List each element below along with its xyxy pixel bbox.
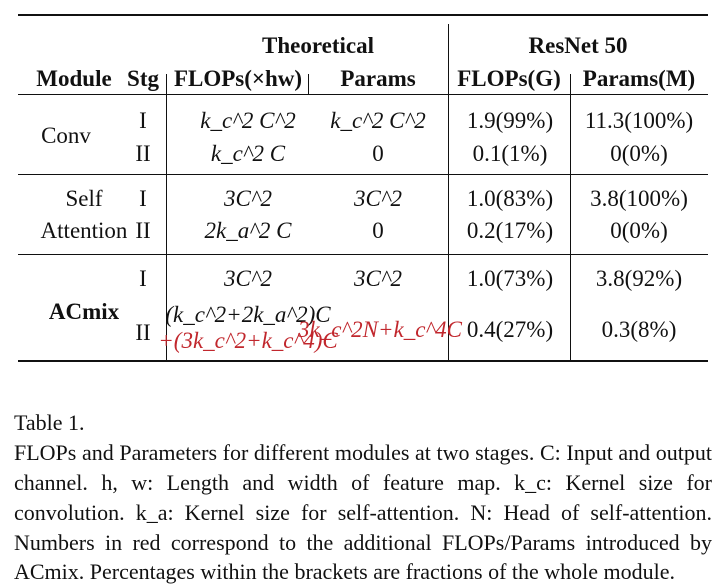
self-attention-stage-2-theoretical-params: 0 (372, 218, 384, 243)
conv-module-label: Conv (41, 123, 91, 148)
self-attention-stage-1-resnet-flops: 1.0(83%) (466, 186, 554, 211)
self-attention-stage-2: II (135, 218, 151, 243)
caption-label: Table 1. (14, 409, 85, 435)
self-attention-stage-2-resnet-params: 0(0%) (610, 218, 668, 243)
table-caption (14, 378, 712, 587)
self-attention-stage-1-resnet-params: 3.8(100%) (590, 186, 688, 211)
header-bottom-rule (18, 94, 708, 95)
self-attention-stage-2-resnet-flops: 0.2(17%) (466, 218, 554, 243)
conv-stage-2-theoretical-flops: k_c^2 C (210, 141, 286, 166)
acmix-stage-1-resnet-flops: 1.0(73%) (466, 266, 554, 291)
conv-stage-1-resnet-params: 11.3(100%) (584, 108, 694, 133)
flops-params-table (18, 14, 708, 364)
acmix-stage-1-resnet-params: 3.8(92%) (595, 266, 683, 291)
conv-stage-1-theoretical-params: k_c^2 C^2 (330, 108, 426, 133)
acmix-stage-2-resnet-params: 0.3(8%) (601, 317, 677, 342)
stage-column-header: Stg (127, 66, 159, 91)
caption-text: FLOPs and Parameters for different modules at two stages. C: Input and output channel. h, w: Length and width of feature map. k_c: Kernel size for convolution. k_a: Kernel size for self-attention. N: Head of self-attention. Numbers in red correspond to the additional FLOPs/Params introduced by ACmix. Percentages within the brackets are fractions of the whole module. (14, 439, 712, 585)
table-bottom-rule (18, 360, 708, 362)
conv-stage-2-resnet-flops: 0.1(1%) (472, 141, 548, 166)
conv-bottom-rule (18, 174, 708, 175)
theoretical-resnet-divider (448, 24, 449, 362)
acmix-stage-1-theoretical-flops: 3C^2 (223, 266, 273, 291)
self-attention-module-label-line-2: Attention (40, 218, 128, 243)
acmix-stage-2-additional-params: 3k_c^2N+k_c^4C (298, 317, 462, 342)
resnet-flops-column-header: FLOPs(G) (457, 66, 561, 91)
resnet-params-column-header: Params(M) (582, 66, 696, 91)
theoretical-inner-divider (308, 74, 309, 94)
acmix-stage-2: II (135, 320, 151, 345)
acmix-stage-1-theoretical-params: 3C^2 (353, 266, 403, 291)
resnet-inner-divider (570, 74, 571, 362)
module-column-header: Module (36, 66, 112, 91)
self-attention-stage-1-theoretical-params: 3C^2 (353, 186, 403, 211)
theoretical-flops-column-header: FLOPs(×hw) (173, 66, 303, 91)
theoretical-group-label: Theoretical (262, 33, 374, 58)
theoretical-params-column-header: Params (340, 66, 416, 91)
acmix-stage-2-additional-flops: +(3k_c^2+k_c^4)C (158, 328, 338, 353)
self-attention-bottom-rule (18, 254, 708, 255)
conv-stage-1-resnet-flops: 1.9(99%) (466, 108, 554, 133)
self-attention-module-label-line-1: Self (65, 186, 103, 211)
self-attention-stage-1-theoretical-flops: 3C^2 (223, 186, 273, 211)
conv-stage-1: I (139, 108, 147, 133)
acmix-stage-1: I (139, 266, 147, 291)
conv-stage-2-theoretical-params: 0 (372, 141, 384, 166)
acmix-stage-2-theoretical-flops: (k_c^2+2k_a^2)C (165, 302, 331, 327)
acmix-module-label: ACmix (48, 299, 120, 324)
resnet-group-label: ResNet 50 (528, 33, 628, 58)
table-top-rule (18, 14, 708, 16)
self-attention-stage-2-theoretical-flops: 2k_a^2 C (204, 218, 292, 243)
acmix-stage-2-resnet-flops: 0.4(27%) (466, 317, 554, 342)
self-attention-stage-1: I (139, 186, 147, 211)
conv-stage-2-resnet-params: 0(0%) (610, 141, 668, 166)
conv-stage-2: II (135, 141, 151, 166)
conv-stage-1-theoretical-flops: k_c^2 C^2 (200, 108, 296, 133)
